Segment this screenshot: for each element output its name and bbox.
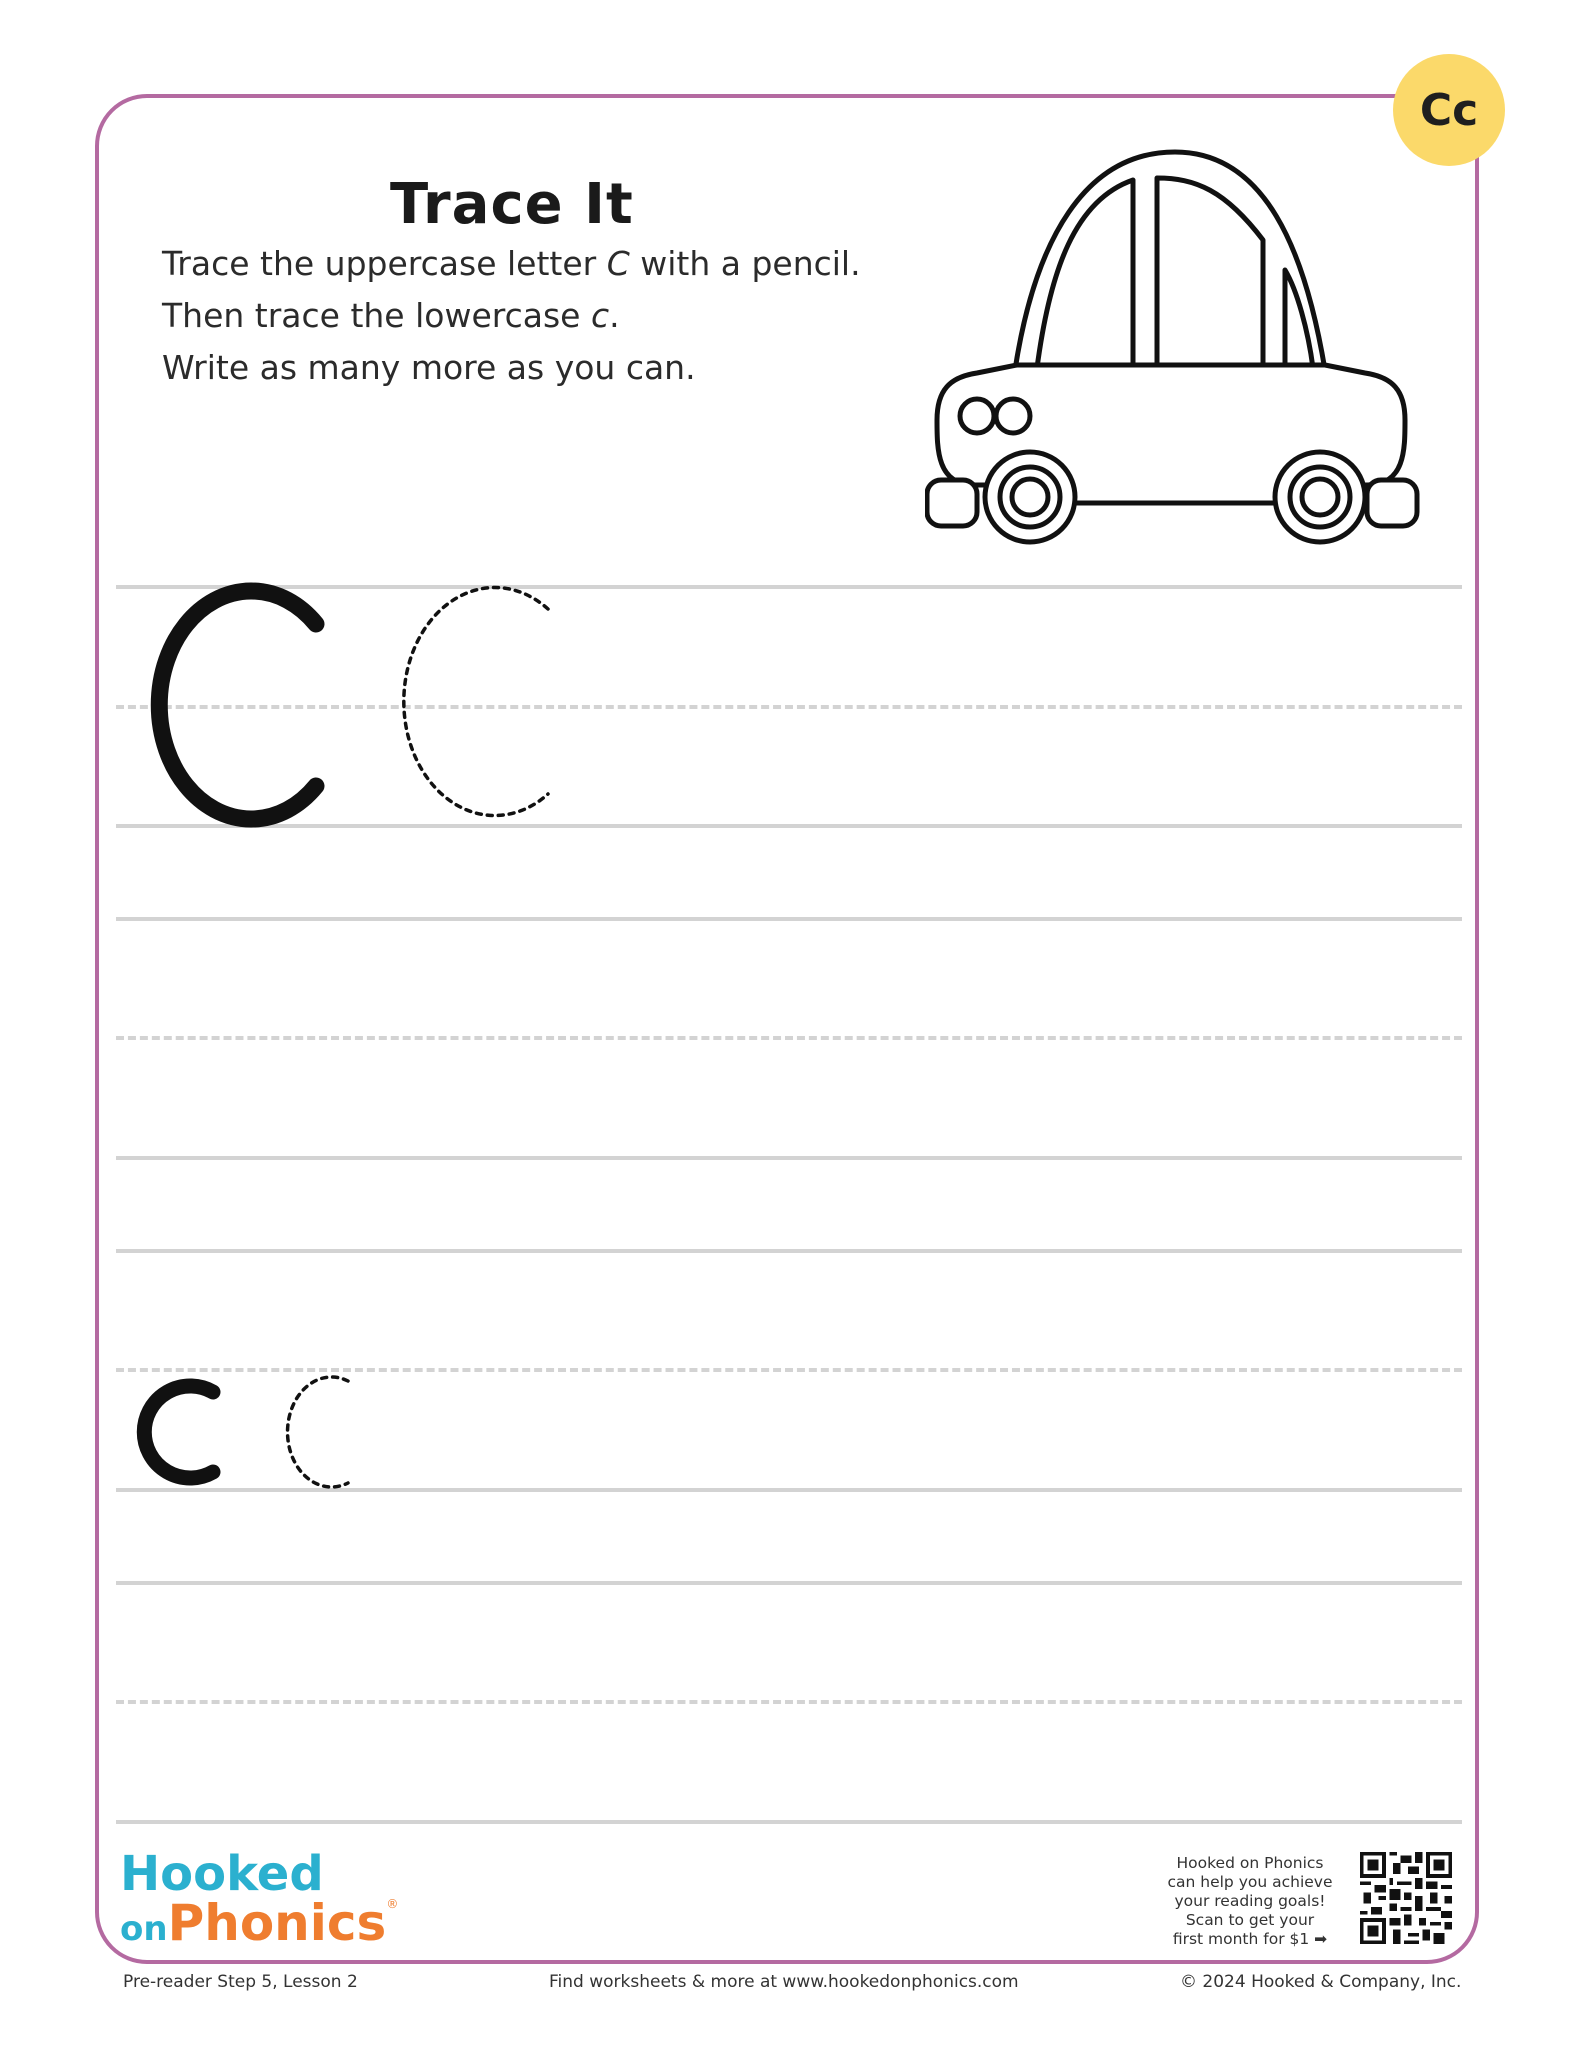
guide-line-top (116, 1581, 1462, 1585)
letter-badge: Cc (1393, 54, 1505, 166)
footer-lesson: Pre-reader Step 5, Lesson 2 (123, 1972, 358, 1992)
instruction-line-2: Then trace the lowercase c. (162, 296, 620, 335)
arrow-right-icon: ➡ (1314, 1930, 1328, 1948)
guide-line-mid (116, 1368, 1462, 1372)
guide-line-mid (116, 705, 1462, 709)
guide-line-base (116, 1488, 1462, 1492)
guide-line-mid (116, 1700, 1462, 1704)
promo-text: Hooked on Phonics can help you achieve your reading goals! Scan to get your first month for $1 ➡ (1167, 1854, 1333, 1948)
logo-phonics: Phonics (167, 1894, 387, 1952)
guide-line-mid (116, 1036, 1462, 1040)
guide-line-top (116, 917, 1462, 921)
guide-line-top (116, 1249, 1462, 1253)
logo-hooked: Hooked (120, 1846, 324, 1902)
qr-code-icon[interactable] (1360, 1852, 1452, 1944)
car-icon (925, 140, 1420, 550)
logo-registered: ® (386, 1897, 399, 1911)
page-title: Trace It (390, 172, 634, 237)
guide-line-base (116, 1156, 1462, 1160)
guide-line-base (116, 1820, 1462, 1824)
logo-on: on (120, 1909, 168, 1949)
hooked-on-phonics-logo (120, 1846, 399, 1952)
guide-line-base (116, 824, 1462, 828)
instruction-line-3: Write as many more as you can. (162, 348, 696, 387)
footer-website[interactable]: Find worksheets & more at www.hookedonphonics.com (549, 1972, 1019, 1992)
instruction-line-1: Trace the uppercase letter C with a pencil. (162, 244, 861, 283)
guide-line-top (116, 585, 1462, 589)
footer-copyright: © 2024 Hooked & Company, Inc. (1180, 1972, 1462, 1992)
